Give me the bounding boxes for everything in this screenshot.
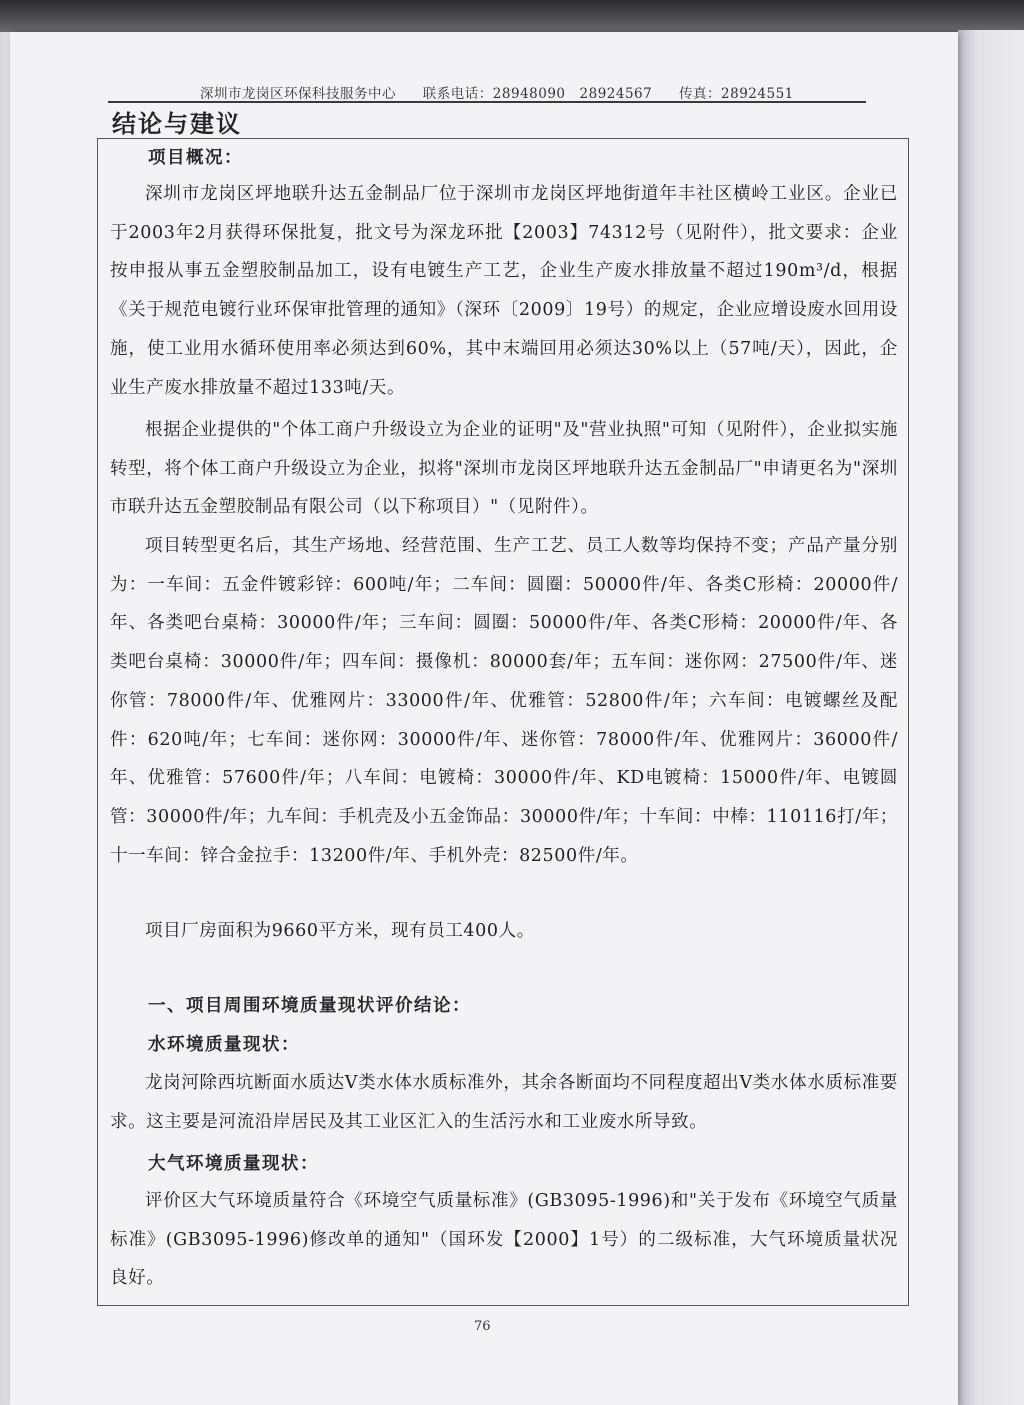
scan-top-edge bbox=[0, 0, 1024, 32]
water-quality-text: 龙岗河除西坑断面水质达Ⅴ类水体水质标准外，其余各断面均不同程度超出Ⅴ类水体水质标准要求。这主要是河流沿岸居民及其工业区汇入的生活污水和工业废水所导致。 bbox=[110, 1073, 898, 1132]
section-title: 结论与建议 bbox=[112, 110, 242, 138]
header-org: 深圳市龙岗区环保科技服务中心 bbox=[200, 86, 396, 102]
overview-paragraph-4: 项目厂房面积为9660平方米，现有员工400人。 bbox=[145, 921, 535, 941]
page-header bbox=[200, 82, 860, 102]
header-phone: 联系电话：28948090 28924567 bbox=[422, 86, 653, 102]
overview-heading: 项目概况： bbox=[148, 148, 243, 168]
overview-paragraph-2: 根据企业提供的"个体工商户升级设立为企业的证明"及"营业执照"可知（见附件），企业拟实施转型，将个体工商户升级设立为企业，拟将"深圳市龙岗区坪地联升达五金制品厂"申请更名为"深圳市联升达五金塑胶制品有限公司（以下称项目）"（见附件）。 bbox=[110, 420, 898, 518]
header-fax: 传真：28924551 bbox=[679, 86, 794, 102]
page-number: 76 bbox=[474, 1319, 491, 1334]
header-rule bbox=[108, 101, 866, 103]
water-quality-heading: 水环境质量现状： bbox=[148, 1035, 300, 1055]
air-quality-heading: 大气环境质量现状： bbox=[148, 1154, 319, 1174]
adjacent-page-edge bbox=[958, 30, 1024, 1405]
air-quality-text: 评价区大气环境质量符合《环境空气质量标准》(GB3095-1996)和"关于发布《环境空气质量标准》(GB3095-1996)修改单的通知"（国环发【2000】1号）的二级标准，大气环境质量状况良好。 bbox=[110, 1191, 898, 1289]
overview-paragraph-3: 项目转型更名后，其生产场地、经营范围、生产工艺、员工人数等均保持不变；产品产量分别为：一车间：五金件镀彩锌：600吨/年；二车间：圆圈：50000件/年、各类C形椅：20000件/年、各类吧台桌椅：30000件/年；三车间：圆圈：50000件/年、各类C形椅：20000件/年、各类吧台桌椅：30000件/年；四车间：摄像机：80000套/年；五车间：迷你网：27500件/年、迷你管：78000件/年、优雅网片：33000件/年、优雅管：52800件/年；六车间：电镀螺丝及配件：620吨/年；七车间：迷你网：30000件/年、迷你管：78000件/年、优雅网片：36000件/年、优雅管：57600件/年；八车间：电镀椅：30000件/年、KD电镀椅：15000件/年、电镀圆管：30000件/年；九车间：手机壳及小五金饰品：30000件/年；十车间：中棒：110116打/年；十一车间：锌合金拉手：13200件/年、手机外壳：82500件/年。 bbox=[110, 536, 898, 866]
env-quality-heading: 一、项目周围环境质量现状评价结论： bbox=[148, 996, 471, 1016]
overview-paragraph-1: 深圳市龙岗区坪地联升达五金制品厂位于深圳市龙岗区坪地街道年丰社区横岭工业区。企业已于2003年2月获得环保批复，批文号为深龙环批【2003】74312号（见附件），批文要求：企业按申报从事五金塑胶制品加工，设有电镀生产工艺，企业生产废水排放量不超过190m³/d，根据《关于规范电镀行业环保审批管理的通知》（深环〔2009〕19号）的规定，企业应增设废水回用设施，使工业用水循环使用率必须达到60%，其中末端回用必须达30%以上（57吨/天），因此，企业生产废水排放量不超过133吨/天。 bbox=[110, 184, 898, 398]
